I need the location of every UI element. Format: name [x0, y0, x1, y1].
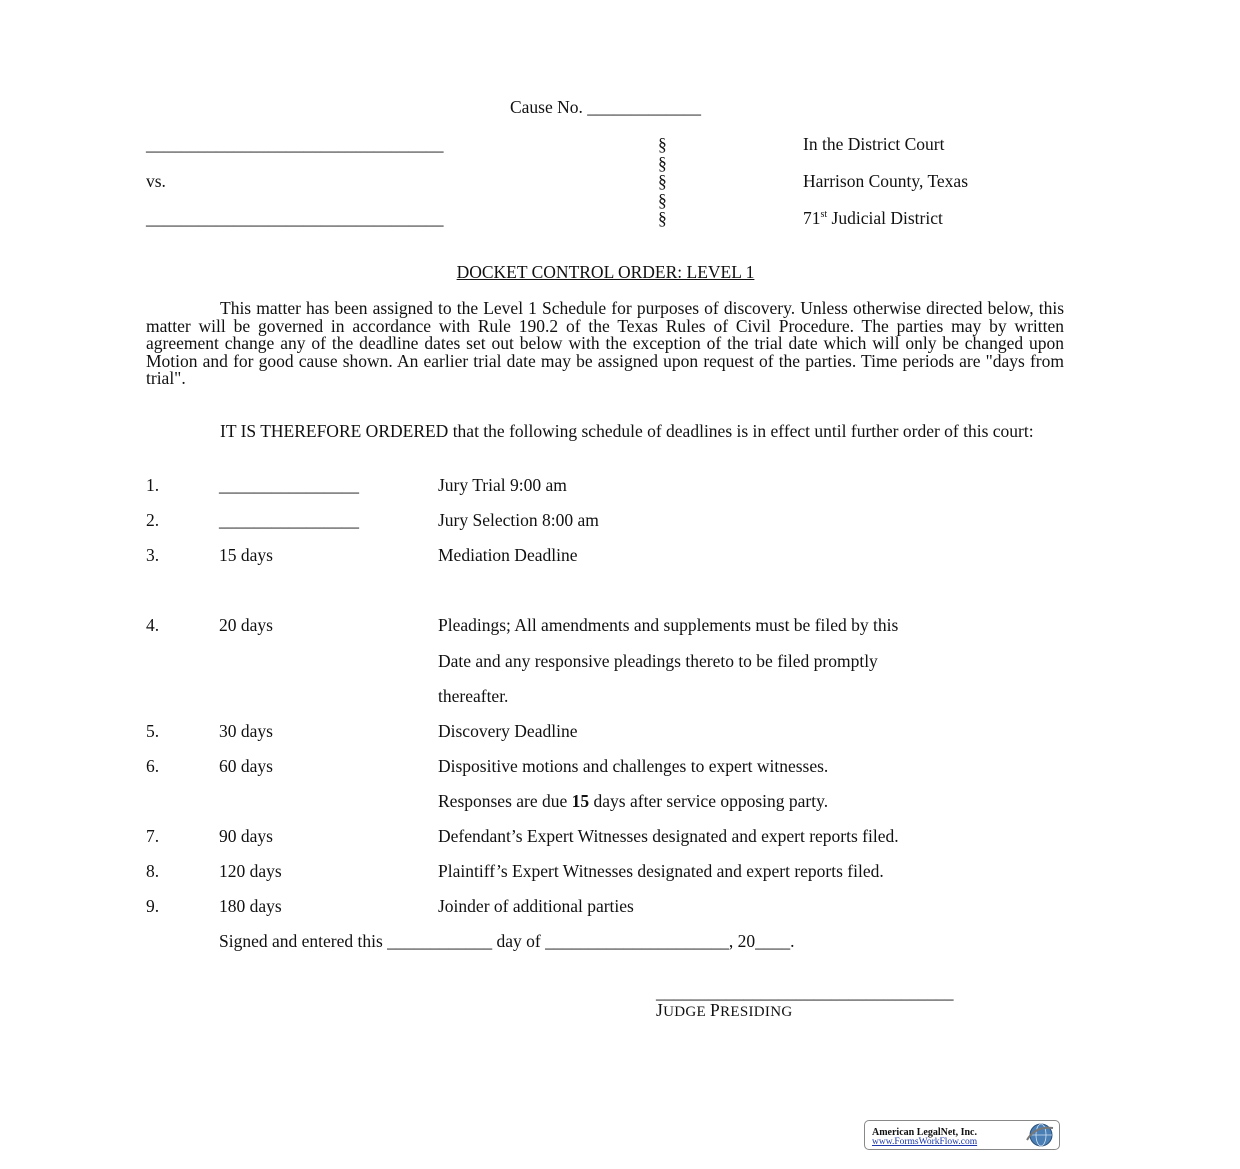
schedule-description: Jury Selection 8:00 am — [438, 510, 599, 530]
vs-label: vs. — [146, 171, 166, 191]
badge-url[interactable]: www.FormsWorkFlow.com — [872, 1137, 978, 1147]
responses-pre: Responses are due — [438, 791, 572, 811]
schedule-days: 120 days — [219, 861, 282, 881]
district-text: Judicial District — [827, 208, 943, 228]
globe-icon — [1023, 1122, 1057, 1148]
schedule-description: Discovery Deadline — [438, 721, 578, 741]
schedule-days: 20 days — [219, 615, 273, 635]
schedule-number: 8. — [146, 861, 160, 881]
order-paragraph — [146, 423, 1064, 441]
schedule-number: 2. — [146, 510, 160, 530]
schedule-description: Pleadings; All amendments and supplements must be filed by this — [438, 615, 899, 635]
intro-paragraph — [146, 300, 1064, 388]
schedule-description: Jury Trial 9:00 am — [438, 475, 567, 495]
judge-rest: UDGE — [663, 1004, 711, 1020]
section-mark: § — [658, 208, 667, 228]
judge-initial: J — [656, 1000, 664, 1020]
schedule-days: 60 days — [219, 756, 273, 776]
schedule-number: 1. — [146, 475, 160, 495]
schedule-description: Plaintiff’s Expert Witnesses designated and expert reports filed. — [438, 861, 884, 881]
signed-entered-line: Signed and entered this ____________ day of _____________________, 20____. — [219, 931, 795, 951]
intro-text: This matter has been assigned to the Level 1 Schedule for purposes of discovery. Unless otherwise directed below, this matter will be governed in accordance with Rule 190.2 of the Texas Rules of Civil Procedure. The parties may by written agreement change any of the deadline dates set out below with the exception of the trial date which will only be changed upon Motion and for good cause shown. An earlier trial date may be assigned upon request of the parties. Time periods are "days from trial". — [146, 298, 1064, 388]
schedule-number: 4. — [146, 615, 160, 635]
schedule-number: 5. — [146, 721, 160, 741]
schedule-description-cont: thereafter. — [438, 686, 509, 706]
schedule-description: Dispositive motions and challenges to expert witnesses. — [438, 756, 829, 776]
signature-line: __________________________________ — [656, 982, 954, 1002]
presiding-initial: P — [710, 1000, 721, 1020]
plaintiff-blank: __________________________________ — [146, 134, 444, 154]
schedule-days: ________________ — [219, 475, 359, 495]
presiding-rest: RESIDING — [720, 1004, 793, 1020]
section-mark: § — [658, 171, 667, 191]
section-mark: § — [658, 153, 667, 173]
document-title: DOCKET CONTROL ORDER: LEVEL 1 — [456, 262, 755, 282]
district-number: 71 — [803, 208, 821, 228]
american-legalnet-badge[interactable] — [864, 1120, 1060, 1150]
court-name: In the District Court — [803, 134, 945, 154]
schedule-description: Defendant’s Expert Witnesses designated and expert reports filed. — [438, 826, 899, 846]
schedule-description: Joinder of additional parties — [438, 896, 634, 916]
defendant-blank: __________________________________ — [146, 208, 444, 228]
schedule-days: 90 days — [219, 826, 273, 846]
schedule-number: 9. — [146, 896, 160, 916]
district-suffix: st — [820, 209, 828, 220]
section-mark: § — [658, 134, 667, 154]
schedule-number: 6. — [146, 756, 160, 776]
schedule-days: ________________ — [219, 510, 359, 530]
judicial-district — [803, 210, 943, 228]
cause-number: Cause No. _____________ — [509, 97, 702, 117]
court-county: Harrison County, Texas — [803, 171, 969, 191]
schedule-days: 30 days — [219, 721, 273, 741]
schedule-days: 180 days — [219, 896, 282, 916]
schedule-description: Mediation Deadline — [438, 545, 578, 565]
responses-post: days after service opposing party. — [589, 791, 829, 811]
schedule-number: 3. — [146, 545, 160, 565]
schedule-number: 7. — [146, 826, 160, 846]
schedule-description-cont — [438, 793, 828, 811]
badge-company: American LegalNet, Inc. — [872, 1127, 977, 1138]
responses-days: 15 — [571, 791, 590, 811]
judge-presiding-label — [656, 1002, 793, 1020]
order-text: IT IS THEREFORE ORDERED that the following schedule of deadlines is in effect until further order of this court: — [220, 421, 1034, 441]
schedule-days: 15 days — [219, 545, 273, 565]
section-mark: § — [658, 190, 667, 210]
schedule-description-cont: Date and any responsive pleadings thereto to be filed promptly — [438, 651, 878, 671]
